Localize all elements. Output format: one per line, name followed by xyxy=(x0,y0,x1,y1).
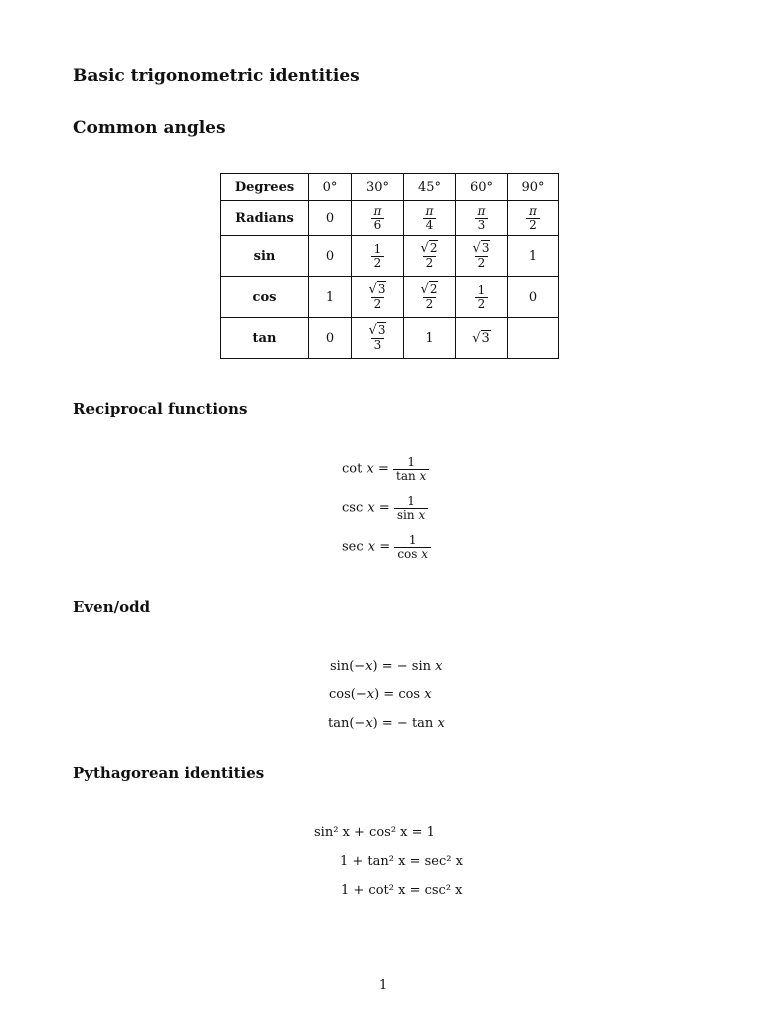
table-cell: 0 xyxy=(508,277,559,318)
table-cell: 0 xyxy=(309,201,352,236)
even-odd-tan-equation: tan(−x) = − tan x xyxy=(328,716,445,731)
section-pythagorean: Pythagorean identities xyxy=(73,764,265,782)
sqrt: √3 xyxy=(368,323,386,339)
table-cell: 1 xyxy=(309,277,352,318)
table-cell xyxy=(404,277,456,318)
table-cell xyxy=(352,318,404,359)
table-cell xyxy=(352,201,404,236)
table-cell xyxy=(456,201,508,236)
table-cell xyxy=(508,318,559,359)
row-label-sin: sin xyxy=(221,236,309,277)
table-cell: 90° xyxy=(508,174,559,201)
table-row-tan xyxy=(221,318,559,359)
row-label-degrees: Degrees xyxy=(221,174,309,201)
table-row-radians xyxy=(221,201,559,236)
sqrt: √2 xyxy=(420,241,438,257)
section-reciprocal: Reciprocal functions xyxy=(73,400,248,418)
row-label-radians: Radians xyxy=(221,201,309,236)
pythagorean-identity-3: 1 + cot² x = csc² x xyxy=(341,883,463,898)
sqrt: √3 xyxy=(472,241,490,257)
pythagorean-identity-2: 1 + tan² x = sec² x xyxy=(340,854,463,869)
fraction: $\frac{1}{\text{tan x}}$ xyxy=(393,456,429,482)
fraction: $\frac{\pi}{3}$ xyxy=(475,205,489,231)
fraction: $\frac{√2}{2}$ xyxy=(418,283,442,310)
fraction: $\frac{√2}{2}$ xyxy=(418,242,442,269)
fraction: $\frac{\pi}{4}$ xyxy=(423,205,437,231)
reciprocal-cot-equation: cot x = $\frac{1}{\text{tan x}}$ xyxy=(342,456,429,482)
common-angles-table xyxy=(220,173,559,359)
reciprocal-csc-equation: csc x = $\frac{1}{\text{sin x}}$ xyxy=(342,495,428,521)
sqrt: √2 xyxy=(420,282,438,298)
section-even-odd: Even/odd xyxy=(73,598,151,616)
even-odd-cos-equation: cos(−x) = cos x xyxy=(329,687,432,702)
reciprocal-sec-equation: sec x = $\frac{1}{\text{cos x}}$ xyxy=(342,534,431,560)
sqrt: √3 xyxy=(368,282,386,298)
row-label-tan: tan xyxy=(221,318,309,359)
table-cell xyxy=(352,277,404,318)
table-cell: 1 xyxy=(508,236,559,277)
fraction: $\frac{\pi}{6}$ xyxy=(371,205,385,231)
even-odd-sin-equation: sin(−x) = − sin x xyxy=(330,659,443,674)
fraction: $\frac{√3}{2}$ xyxy=(470,242,494,269)
table-cell xyxy=(456,318,508,359)
page-number: 1 xyxy=(379,978,388,993)
table-cell xyxy=(404,201,456,236)
fraction: $\frac{\pi}{2}$ xyxy=(526,205,540,231)
table-cell xyxy=(404,236,456,277)
fraction: $\frac{√3}{3}$ xyxy=(366,324,390,351)
table-row-sin xyxy=(221,236,559,277)
fraction: $\frac{1}{2}$ xyxy=(475,284,489,310)
table-cell: 60° xyxy=(456,174,508,201)
table-cell: 0 xyxy=(309,236,352,277)
row-label-cos: cos xyxy=(221,277,309,318)
fraction: $\frac{1}{\text{sin x}}$ xyxy=(394,495,428,521)
fraction: $\frac{1}{2}$ xyxy=(371,243,385,269)
section-common-angles: Common angles xyxy=(73,118,226,138)
fraction: $\frac{√3}{2}$ xyxy=(366,283,390,310)
table-cell: 0 xyxy=(309,318,352,359)
table-row-degrees xyxy=(221,174,559,201)
page-title: Basic trigonometric identities xyxy=(73,66,360,86)
sqrt: √3 xyxy=(472,330,490,346)
table-cell: 0° xyxy=(309,174,352,201)
table-cell xyxy=(456,277,508,318)
table-cell: 1 xyxy=(404,318,456,359)
table-cell: 30° xyxy=(352,174,404,201)
table-cell xyxy=(508,201,559,236)
table-cell xyxy=(456,236,508,277)
pythagorean-identity-1: sin² x + cos² x = 1 xyxy=(314,825,435,840)
table-row-cos xyxy=(221,277,559,318)
fraction: $\frac{1}{\text{cos x}}$ xyxy=(394,534,431,560)
table-cell xyxy=(352,236,404,277)
table-cell: 45° xyxy=(404,174,456,201)
